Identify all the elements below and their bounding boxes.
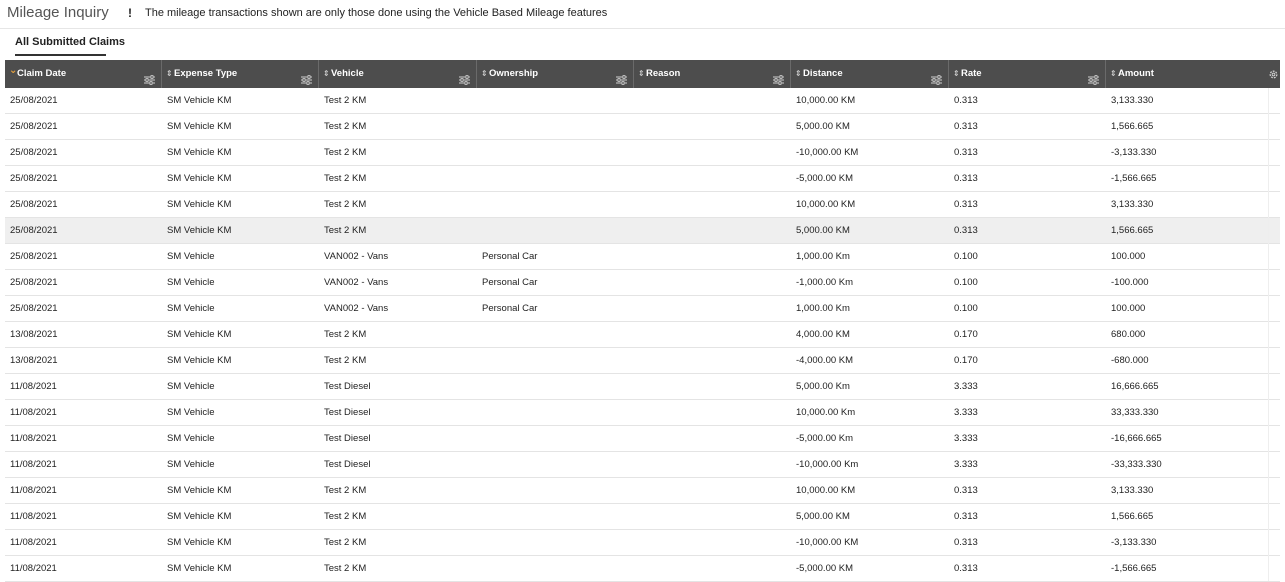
cell-expense-type: SM Vehicle KM (167, 95, 232, 106)
table-row[interactable] (5, 556, 1280, 582)
cell-amount: -680.000 (1111, 355, 1149, 366)
cell-reason (634, 192, 791, 217)
cell-amount: 100.000 (1111, 251, 1146, 262)
cell-expense-type: SM Vehicle KM (167, 563, 232, 574)
table-row[interactable] (5, 140, 1280, 166)
cell-reason (634, 270, 791, 295)
table-row[interactable] (5, 426, 1280, 452)
cell-amount: 1,566.665 (1111, 225, 1154, 236)
cell-vehicle: Test 2 KM (324, 537, 367, 548)
sort-icon[interactable]: ⇕ (638, 69, 645, 78)
cell-reason (634, 166, 791, 191)
sort-icon[interactable]: ⇕ (481, 69, 488, 78)
filter-sliders-icon[interactable] (301, 69, 312, 79)
cell-reason (634, 452, 791, 477)
cell-vehicle: Test 2 KM (324, 329, 367, 340)
cell-vehicle: VAN002 - Vans (324, 277, 389, 288)
table-row[interactable] (5, 452, 1280, 478)
table-row[interactable] (5, 244, 1280, 270)
cell-amount: -3,133.330 (1111, 537, 1157, 548)
cell-ownership (477, 530, 634, 555)
cell-reason (634, 114, 791, 139)
filter-sliders-icon[interactable] (144, 69, 155, 79)
cell-vehicle: Test 2 KM (324, 511, 367, 522)
cell-amount: 3,133.330 (1111, 95, 1154, 106)
filter-sliders-icon[interactable] (773, 69, 784, 79)
cell-vehicle: Test 2 KM (324, 173, 367, 184)
cell-expense-type: SM Vehicle KM (167, 121, 232, 132)
claims-grid (5, 60, 1280, 582)
cell-rate: 0.313 (954, 485, 978, 496)
filter-sliders-icon[interactable] (931, 69, 942, 79)
cell-distance: -10,000.00 KM (796, 537, 859, 548)
cell-expense-type: SM Vehicle (167, 303, 215, 314)
cell-ownership (477, 322, 634, 347)
cell-ownership (477, 218, 634, 243)
cell-claim-date: 11/08/2021 (10, 459, 57, 470)
vertical-scrollbar[interactable] (1268, 88, 1280, 581)
cell-expense-type: SM Vehicle (167, 381, 215, 392)
tab-all-submitted-claims[interactable]: All Submitted Claims (15, 36, 126, 48)
cell-rate: 0.100 (954, 303, 978, 314)
cell-reason (634, 322, 791, 347)
cell-reason (634, 88, 791, 113)
cell-ownership (477, 348, 634, 373)
notice-text: The mileage transactions shown are only those done using the Vehicle Based Mileage features (145, 7, 608, 19)
tab-bar (0, 29, 1285, 57)
cell-expense-type: SM Vehicle KM (167, 173, 232, 184)
active-tab-indicator (15, 54, 106, 56)
sort-descending-icon[interactable]: ⌄ (9, 65, 18, 76)
cell-vehicle: Test 2 KM (324, 121, 367, 132)
cell-distance: 5,000.00 KM (796, 511, 850, 522)
table-row[interactable] (5, 166, 1280, 192)
filter-sliders-icon[interactable] (459, 69, 470, 79)
cell-rate: 3.333 (954, 433, 978, 444)
column-header-rate[interactable] (949, 60, 1106, 88)
cell-ownership (477, 374, 634, 399)
cell-reason (634, 504, 791, 529)
cell-claim-date: 13/08/2021 (10, 329, 58, 340)
cell-claim-date: 25/08/2021 (10, 251, 58, 262)
column-header-amount[interactable] (1106, 60, 1266, 88)
cell-claim-date: 11/08/2021 (10, 381, 57, 392)
cell-expense-type: SM Vehicle KM (167, 511, 232, 522)
cell-reason (634, 478, 791, 503)
cell-rate: 0.100 (954, 277, 978, 288)
filter-sliders-icon[interactable] (1088, 69, 1099, 79)
column-header-ownership[interactable] (477, 60, 634, 88)
sort-icon[interactable]: ⇕ (953, 69, 960, 78)
cell-vehicle: Test Diesel (324, 433, 371, 444)
filter-sliders-icon[interactable] (616, 69, 627, 79)
cell-claim-date: 25/08/2021 (10, 173, 58, 184)
cell-reason (634, 556, 791, 581)
cell-claim-date: 11/08/2021 (10, 537, 57, 548)
column-header-label: Amount (1118, 68, 1154, 79)
column-header-expense-type[interactable] (162, 60, 319, 88)
column-header-reason[interactable] (634, 60, 791, 88)
cell-reason (634, 348, 791, 373)
cell-distance: 1,000.00 Km (796, 303, 850, 314)
cell-vehicle: Test 2 KM (324, 225, 367, 236)
column-header-label: Rate (961, 68, 982, 79)
cell-distance: 10,000.00 KM (796, 485, 856, 496)
cell-amount: 1,566.665 (1111, 121, 1154, 132)
grid-header (5, 60, 1280, 88)
cell-claim-date: 25/08/2021 (10, 225, 58, 236)
table-row[interactable] (5, 400, 1280, 426)
column-header-label: Claim Date (17, 68, 67, 79)
cell-distance: -10,000.00 KM (796, 147, 859, 158)
cell-expense-type: SM Vehicle (167, 433, 215, 444)
cell-claim-date: 11/08/2021 (10, 433, 57, 444)
cell-ownership (477, 478, 634, 503)
gear-icon[interactable] (1266, 60, 1280, 88)
table-row[interactable] (5, 192, 1280, 218)
cell-vehicle: Test 2 KM (324, 563, 367, 574)
cell-rate: 0.313 (954, 147, 978, 158)
table-row[interactable] (5, 114, 1280, 140)
cell-expense-type: SM Vehicle KM (167, 225, 232, 236)
grid-body (5, 88, 1280, 582)
cell-distance: 10,000.00 Km (796, 407, 856, 418)
cell-expense-type: SM Vehicle (167, 277, 215, 288)
cell-distance: -4,000.00 KM (796, 355, 854, 366)
cell-amount: -16,666.665 (1111, 433, 1162, 444)
cell-rate: 0.100 (954, 251, 978, 262)
cell-expense-type: SM Vehicle (167, 459, 215, 470)
cell-ownership: Personal Car (482, 277, 538, 288)
cell-distance: -10,000.00 Km (796, 459, 859, 470)
table-row[interactable] (5, 88, 1280, 114)
column-header-label: Vehicle (331, 68, 364, 79)
cell-amount: 33,333.330 (1111, 407, 1159, 418)
cell-reason (634, 374, 791, 399)
table-row[interactable] (5, 530, 1280, 556)
cell-expense-type: SM Vehicle KM (167, 355, 232, 366)
cell-distance: -5,000.00 KM (796, 173, 854, 184)
cell-rate: 0.313 (954, 199, 978, 210)
cell-rate: 0.313 (954, 563, 978, 574)
cell-distance: 1,000.00 Km (796, 251, 850, 262)
cell-claim-date: 25/08/2021 (10, 121, 58, 132)
column-header-label: Reason (646, 68, 681, 79)
cell-expense-type: SM Vehicle (167, 251, 215, 262)
page-header (0, 0, 1285, 29)
sort-icon[interactable]: ⇕ (1110, 69, 1117, 78)
cell-vehicle: VAN002 - Vans (324, 251, 389, 262)
cell-amount: 3,133.330 (1111, 199, 1154, 210)
cell-expense-type: SM Vehicle KM (167, 147, 232, 158)
table-row[interactable] (5, 348, 1280, 374)
cell-claim-date: 13/08/2021 (10, 355, 58, 366)
cell-vehicle: Test Diesel (324, 459, 371, 470)
cell-amount: -100.000 (1111, 277, 1149, 288)
cell-reason (634, 400, 791, 425)
cell-vehicle: Test Diesel (324, 407, 371, 418)
column-header-label: Distance (803, 68, 843, 79)
cell-ownership (477, 400, 634, 425)
cell-claim-date: 25/08/2021 (10, 147, 58, 158)
cell-distance: 5,000.00 KM (796, 121, 850, 132)
cell-ownership (477, 114, 634, 139)
cell-amount: 3,133.330 (1111, 485, 1154, 496)
cell-expense-type: SM Vehicle (167, 407, 215, 418)
cell-claim-date: 25/08/2021 (10, 277, 58, 288)
cell-ownership (477, 140, 634, 165)
cell-distance: 10,000.00 KM (796, 95, 856, 106)
table-row[interactable] (5, 504, 1280, 530)
cell-distance: -5,000.00 Km (796, 433, 854, 444)
cell-claim-date: 11/08/2021 (10, 407, 57, 418)
cell-ownership (477, 556, 634, 581)
cell-expense-type: SM Vehicle KM (167, 199, 232, 210)
cell-rate: 0.313 (954, 121, 978, 132)
cell-vehicle: VAN002 - Vans (324, 303, 389, 314)
cell-claim-date: 25/08/2021 (10, 303, 58, 314)
cell-claim-date: 11/08/2021 (10, 563, 57, 574)
cell-ownership (477, 192, 634, 217)
cell-distance: -5,000.00 KM (796, 563, 854, 574)
cell-rate: 0.170 (954, 355, 978, 366)
sort-icon[interactable]: ⇕ (323, 69, 330, 78)
cell-claim-date: 11/08/2021 (10, 511, 57, 522)
cell-amount: 1,566.665 (1111, 511, 1154, 522)
cell-expense-type: SM Vehicle KM (167, 329, 232, 340)
cell-vehicle: Test 2 KM (324, 147, 367, 158)
cell-reason (634, 218, 791, 243)
cell-amount: 680.000 (1111, 329, 1146, 340)
table-row[interactable] (5, 478, 1280, 504)
table-row[interactable] (5, 296, 1280, 322)
sort-icon[interactable]: ⇕ (166, 69, 173, 78)
cell-vehicle: Test Diesel (324, 381, 371, 392)
cell-claim-date: 25/08/2021 (10, 95, 58, 106)
cell-amount: 100.000 (1111, 303, 1146, 314)
cell-rate: 0.170 (954, 329, 978, 340)
column-header-vehicle[interactable] (319, 60, 477, 88)
cell-amount: -1,566.665 (1111, 173, 1157, 184)
cell-amount: 16,666.665 (1111, 381, 1159, 392)
column-header-label: Expense Type (174, 68, 238, 79)
table-row[interactable] (5, 374, 1280, 400)
cell-ownership (477, 88, 634, 113)
cell-ownership (477, 166, 634, 191)
table-row[interactable] (5, 218, 1280, 244)
page-title: Mileage Inquiry (7, 4, 109, 21)
cell-reason (634, 296, 791, 321)
cell-distance: 5,000.00 KM (796, 225, 850, 236)
cell-vehicle: Test 2 KM (324, 485, 367, 496)
cell-distance: -1,000.00 Km (796, 277, 854, 288)
cell-claim-date: 11/08/2021 (10, 485, 57, 496)
table-row[interactable] (5, 322, 1280, 348)
cell-rate: 0.313 (954, 173, 978, 184)
column-header-label: Ownership (489, 68, 539, 79)
cell-ownership (477, 504, 634, 529)
cell-distance: 10,000.00 KM (796, 199, 856, 210)
cell-amount: -1,566.665 (1111, 563, 1157, 574)
cell-distance: 4,000.00 KM (796, 329, 850, 340)
cell-rate: 3.333 (954, 407, 978, 418)
cell-reason (634, 244, 791, 269)
cell-vehicle: Test 2 KM (324, 355, 367, 366)
cell-amount: -33,333.330 (1111, 459, 1162, 470)
cell-reason (634, 426, 791, 451)
cell-expense-type: SM Vehicle KM (167, 485, 232, 496)
cell-vehicle: Test 2 KM (324, 199, 367, 210)
column-header-claim-date[interactable] (5, 60, 162, 88)
cell-amount: -3,133.330 (1111, 147, 1157, 158)
cell-rate: 3.333 (954, 459, 978, 470)
cell-rate: 0.313 (954, 95, 978, 106)
cell-ownership (477, 452, 634, 477)
cell-vehicle: Test 2 KM (324, 95, 367, 106)
cell-rate: 0.313 (954, 225, 978, 236)
cell-expense-type: SM Vehicle KM (167, 537, 232, 548)
cell-distance: 5,000.00 Km (796, 381, 850, 392)
cell-ownership: Personal Car (482, 303, 538, 314)
cell-ownership (477, 426, 634, 451)
column-header-distance[interactable] (791, 60, 949, 88)
cell-rate: 0.313 (954, 537, 978, 548)
exclamation-icon: ! (128, 6, 132, 20)
cell-rate: 3.333 (954, 381, 978, 392)
cell-reason (634, 140, 791, 165)
cell-claim-date: 25/08/2021 (10, 199, 58, 210)
cell-reason (634, 530, 791, 555)
table-row[interactable] (5, 270, 1280, 296)
cell-ownership: Personal Car (482, 251, 538, 262)
sort-icon[interactable]: ⇕ (795, 69, 802, 78)
cell-rate: 0.313 (954, 511, 978, 522)
